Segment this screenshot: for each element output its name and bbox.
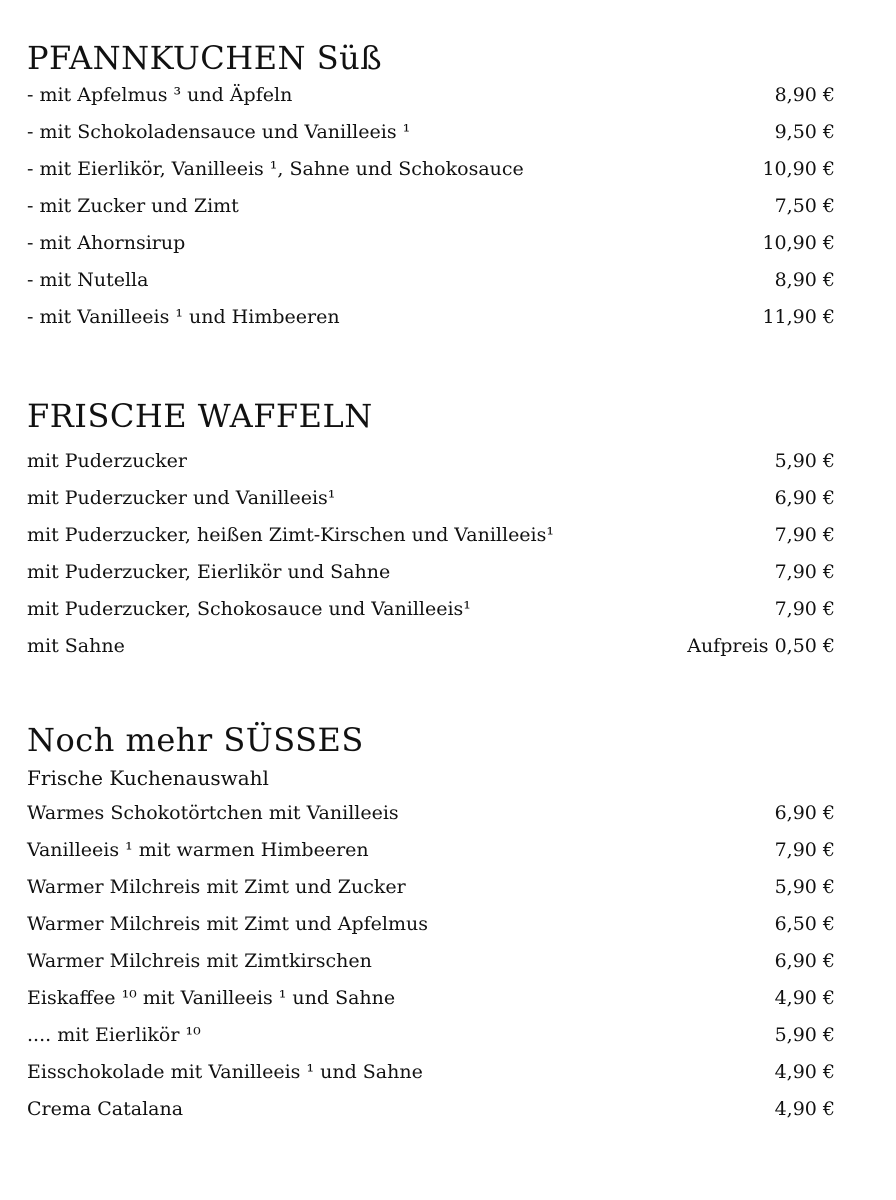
menu-item <box>27 950 835 987</box>
item-name: mit Puderzucker, heißen Zimt-Kirschen und Vanilleeis¹ <box>27 524 554 546</box>
item-name: - mit Apfelmus ³ und Äpfeln <box>27 84 293 106</box>
item-price: 7,50 € <box>774 195 835 217</box>
item-name: - mit Eierlikör, Vanilleeis ¹, Sahne und Schokosauce <box>27 158 524 180</box>
menu-item <box>27 121 835 158</box>
menu-item <box>27 876 835 913</box>
item-name: Warmer Milchreis mit Zimt und Zucker <box>27 876 406 898</box>
item-name: - mit Zucker und Zimt <box>27 195 239 217</box>
item-name: Warmer Milchreis mit Zimtkirschen <box>27 950 372 972</box>
item-price: 6,90 € <box>774 487 835 509</box>
menu-item <box>27 561 835 598</box>
menu-item <box>27 450 835 487</box>
item-price: 8,90 € <box>774 84 835 106</box>
item-name: - mit Nutella <box>27 269 149 291</box>
menu-list <box>27 84 835 343</box>
item-price: 4,90 € <box>774 1098 835 1120</box>
item-name: .... mit Eierlikör ¹⁰ <box>27 1024 201 1046</box>
menu-list <box>27 802 835 1135</box>
item-name: mit Puderzucker, Schokosauce und Vanilleeis¹ <box>27 598 471 620</box>
menu-item <box>27 635 835 672</box>
item-name: mit Sahne <box>27 635 125 657</box>
menu-item <box>27 158 835 195</box>
menu-item <box>27 802 835 839</box>
item-price: 4,90 € <box>774 1061 835 1083</box>
item-name: Eiskaffee ¹⁰ mit Vanilleeis ¹ und Sahne <box>27 987 396 1009</box>
item-price: 7,90 € <box>774 839 835 861</box>
item-name: mit Puderzucker <box>27 450 188 472</box>
item-name: - mit Vanilleeis ¹ und Himbeeren <box>27 306 340 328</box>
item-name: - mit Ahornsirup <box>27 232 186 254</box>
section-title: PFANNKUCHEN Süß <box>27 39 383 77</box>
item-price: 5,90 € <box>774 876 835 898</box>
item-price: 10,90 € <box>762 232 835 254</box>
section-title: FRISCHE WAFFELN <box>27 397 373 435</box>
menu-item <box>27 269 835 306</box>
item-price: 9,50 € <box>774 121 835 143</box>
menu-item <box>27 598 835 635</box>
section-suesses <box>27 720 835 1135</box>
item-price: 5,90 € <box>774 1024 835 1046</box>
item-price: 6,50 € <box>774 913 835 935</box>
item-price: 6,90 € <box>774 802 835 824</box>
item-name: Vanilleeis ¹ mit warmen Himbeeren <box>27 839 369 861</box>
menu-item <box>27 1024 835 1061</box>
item-price: 8,90 € <box>774 269 835 291</box>
item-price: 7,90 € <box>774 561 835 583</box>
item-price: 7,90 € <box>774 598 835 620</box>
menu-item <box>27 1098 835 1135</box>
item-price: 5,90 € <box>774 450 835 472</box>
menu-item <box>27 487 835 524</box>
menu-item <box>27 195 835 232</box>
item-price: Aufpreis 0,50 € <box>687 635 835 657</box>
section-pfannkuchen <box>27 38 835 343</box>
menu-item <box>27 524 835 561</box>
item-name: Warmer Milchreis mit Zimt und Apfelmus <box>27 913 429 935</box>
section-waffeln <box>27 396 835 672</box>
menu-item <box>27 913 835 950</box>
item-name: Crema Catalana <box>27 1098 184 1120</box>
section-title: Noch mehr SÜSSES <box>27 721 364 759</box>
menu-item <box>27 306 835 343</box>
item-name: mit Puderzucker und Vanilleeis¹ <box>27 487 336 509</box>
item-price: 4,90 € <box>774 987 835 1009</box>
item-price: 6,90 € <box>774 950 835 972</box>
item-price: 11,90 € <box>762 306 835 328</box>
item-name: Warmes Schokotörtchen mit Vanilleeis <box>27 802 399 824</box>
item-price: 10,90 € <box>762 158 835 180</box>
menu-item <box>27 839 835 876</box>
section-subtitle: Frische Kuchenauswahl <box>27 766 269 790</box>
menu-item <box>27 987 835 1024</box>
menu-item <box>27 84 835 121</box>
item-name: mit Puderzucker, Eierlikör und Sahne <box>27 561 391 583</box>
item-price: 7,90 € <box>774 524 835 546</box>
menu-item <box>27 1061 835 1098</box>
menu-item <box>27 232 835 269</box>
item-name: - mit Schokoladensauce und Vanilleeis ¹ <box>27 121 411 143</box>
item-name: Eisschokolade mit Vanilleeis ¹ und Sahne <box>27 1061 423 1083</box>
menu-list <box>27 450 835 672</box>
